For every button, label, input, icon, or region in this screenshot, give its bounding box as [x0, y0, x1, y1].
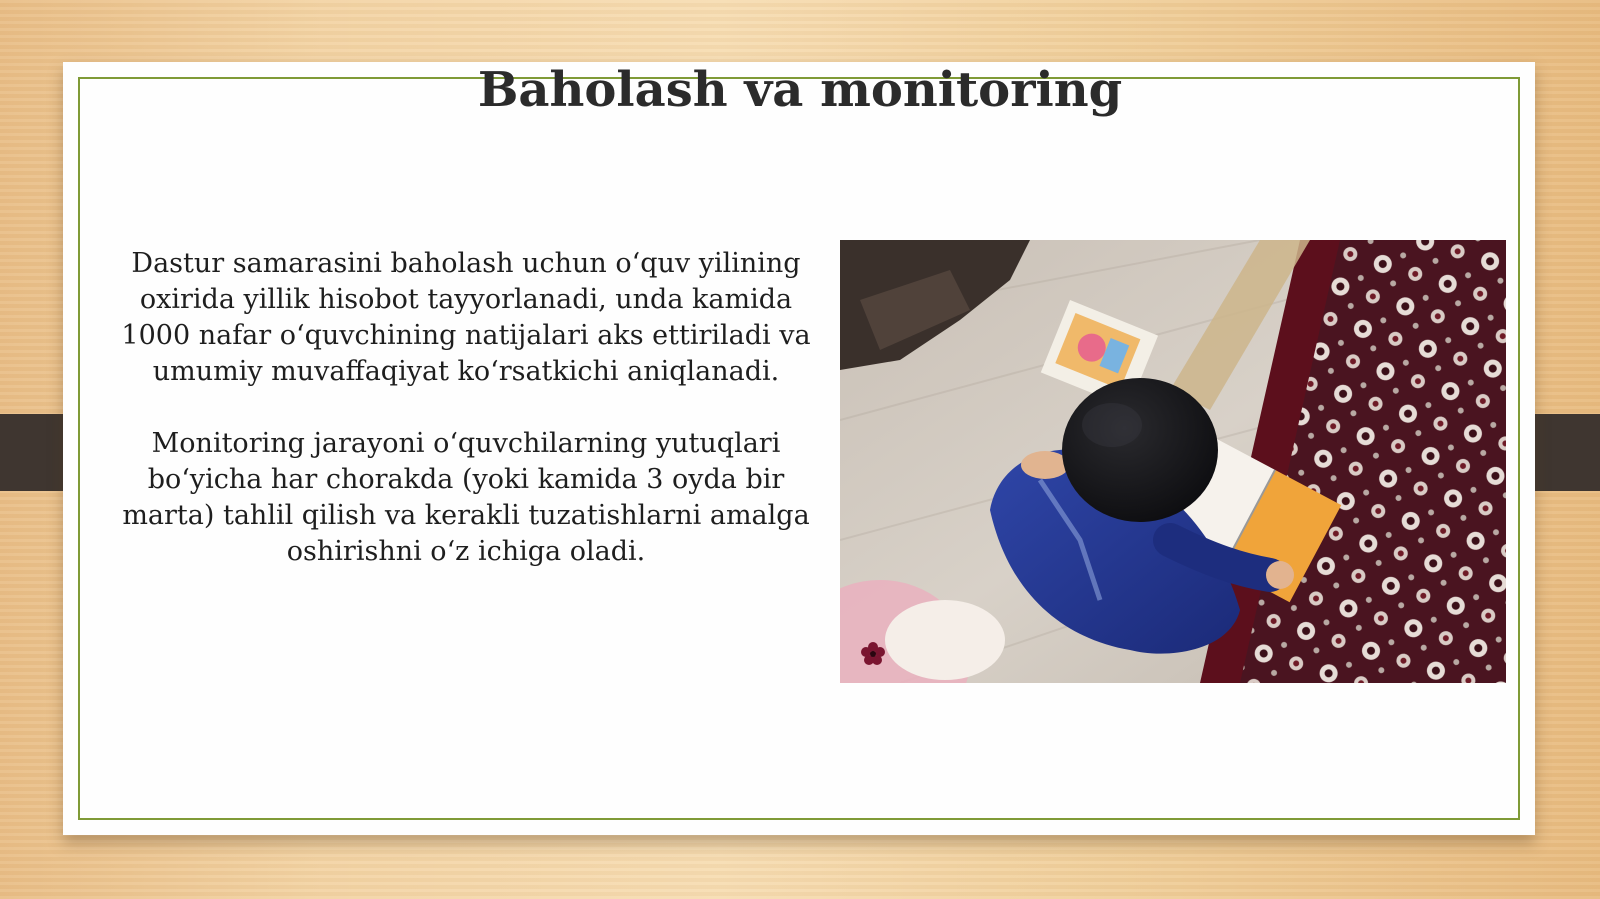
paragraph-annual-report: Dastur samarasini baholash uchun o‘quv yilining oxirida yillik hisobot tayyorlanadi, unda kamida 1000 nafar o‘quvchining natijalari aks ettiriladi va umumiy muvaffaqiyat ko‘rsatkichi aniqlanadi. [121, 248, 811, 387]
slide-title: Baholash va monitoring [477, 62, 1123, 118]
child-reading-photo [840, 240, 1506, 683]
paragraph-monitoring: Monitoring jarayoni o‘quvchilarning yutuqlari bo‘yicha har chorakda (yoki kamida 3 oyda bir marta) tahlil qilish va kerakli tuzatishlarni amalga oshirishni o‘z ichiga oladi. [122, 428, 810, 567]
photo-illustration [840, 240, 1506, 683]
